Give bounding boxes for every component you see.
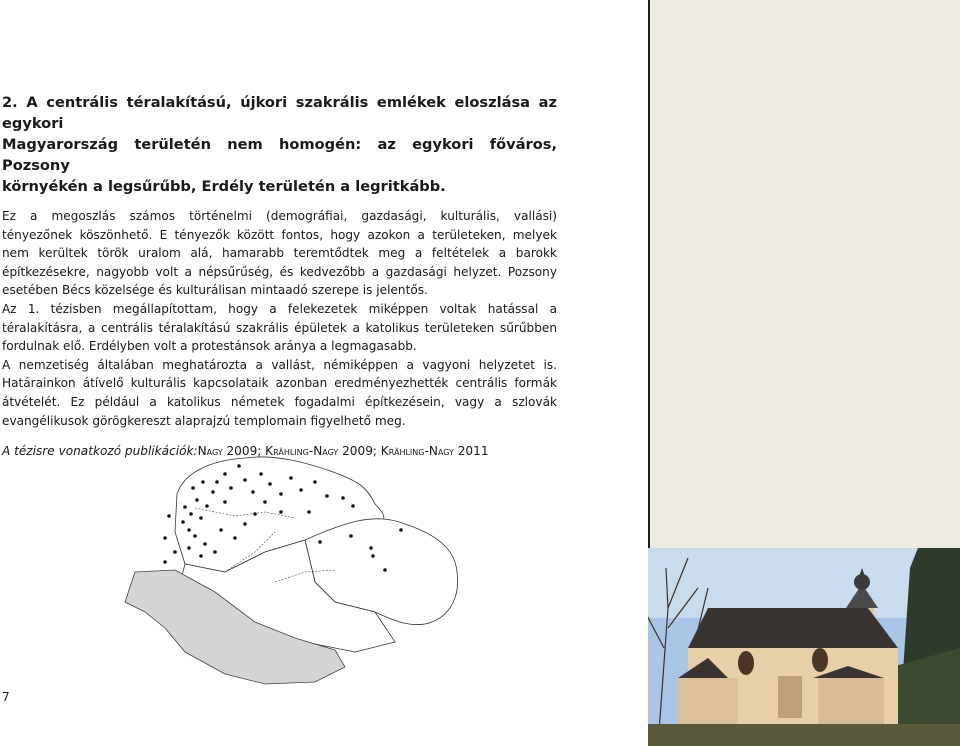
body-line: fordulnak elő. Erdélyben volt a protestánsok aránya a legmagasabb.: [2, 339, 417, 354]
historic-hungary-map: [105, 452, 480, 690]
body-line: Ez a megoszlás számos történelmi (demográfiai, gazdasági, kulturális, vallási): [2, 209, 557, 223]
page-text-column: [2, 92, 557, 460]
body-line: átvételét. Ez például a katolikus németek fogadalmi építkezésein, vagy a szlovák: [2, 394, 557, 409]
church-photo: [648, 548, 960, 746]
body-line: Határainkon átívelő kulturális kapcsolataik azonban eredményezhették centrális formák: [2, 376, 557, 391]
heading-line: környékén a legsűrűbb, Erdély területén a legritkább.: [2, 178, 446, 195]
body-paragraph: [2, 207, 557, 430]
publications-intro: A tézisre vonatkozó publikációk:: [2, 444, 198, 459]
heading-line: Magyarország területén nem homogén: az egykori főváros, Pozsony: [2, 136, 557, 174]
body-line: építkezésekre, nagyobb volt a népsűrűség, és kedvezőbb a gazdasági helyzet. Pozsony: [2, 264, 557, 279]
page-number: 7: [2, 690, 10, 704]
side-panel: [648, 0, 960, 548]
body-line: Az 1. tézisben megállapítottam, hogy a felekezetek miképpen voltak hatással a: [2, 301, 557, 316]
heading-line: 2. A centrális téralakítású, újkori szakrális emlékek eloszlása az egykori: [2, 94, 557, 132]
body-line: esetében Bécs közelsége és kulturálisan mintaadó szerepe is jelentős.: [2, 283, 428, 298]
thesis-heading: [2, 92, 557, 197]
body-line: evangélikusok görögkereszt alaprajzú templomain figyelhető meg.: [2, 413, 406, 428]
body-line: nem kerültek török uralom alá, hamarabb teremtődtek meg a feltételek a barokk: [2, 246, 557, 261]
body-line: A nemzetiség általában meghatározta a vallást, némiképpen a vagyoni helyzetet is.: [2, 357, 557, 372]
body-line: tényezőnek köszönhető. E tényezők között fontos, hogy azokon a területeken, melyek: [2, 227, 557, 242]
publications-refs: Nagy 2009; Krähling-Nagy 2009; Krähling-Nagy 2011: [197, 444, 489, 459]
body-line: téralakításra, a centrális téralakítású szakrális épületek a katolikus területeken sűrűbben: [2, 320, 557, 335]
